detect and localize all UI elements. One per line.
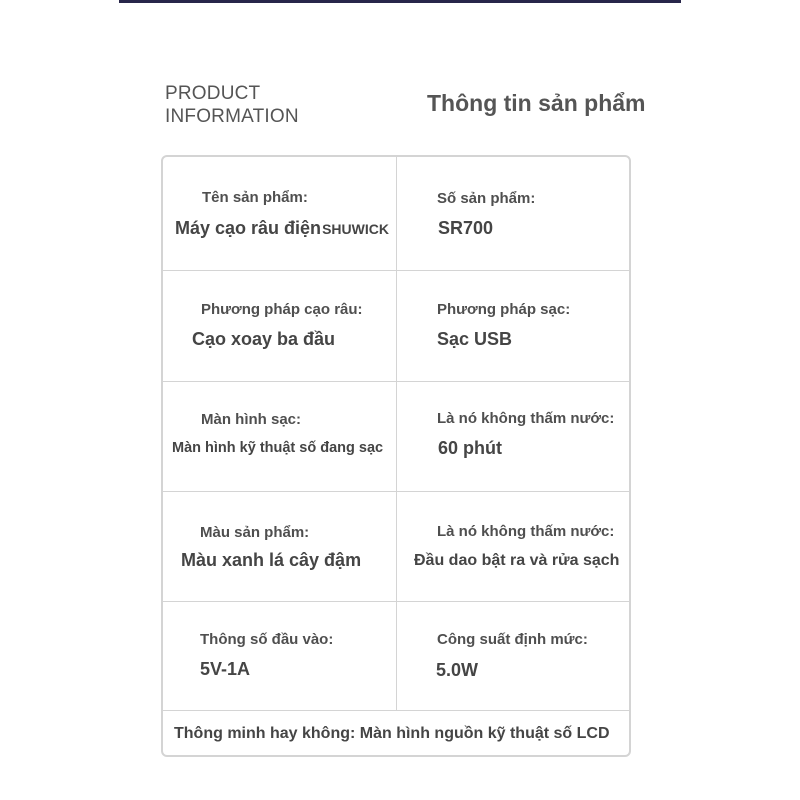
product-brand-text: SHUWICK xyxy=(322,221,389,237)
spec-cell-product-color xyxy=(163,492,397,602)
input-spec-value: 5V-1A xyxy=(200,659,251,679)
waterproof-2-label: Là nó không thấm nước: xyxy=(437,523,615,540)
charging-method-value: Sạc USB xyxy=(437,329,513,349)
top-accent-bar xyxy=(119,0,681,3)
charging-display-value: Màn hình kỹ thuật số đang sạc xyxy=(172,440,384,456)
spec-cell-charging-method xyxy=(397,271,629,382)
input-spec-label: Thông số đầu vào: xyxy=(200,631,334,648)
smart-feature-text: Thông minh hay không: Màn hình nguồn kỹ thuật số LCD xyxy=(174,725,610,742)
spec-cell-shaving-method xyxy=(163,271,397,382)
spec-cell-product-name xyxy=(163,157,397,271)
rated-power-value: 5.0W xyxy=(436,660,479,680)
section-title-english-line-2: INFORMATION xyxy=(165,106,299,127)
product-name-label: Tên sản phẩm: xyxy=(202,189,308,206)
spec-cell-product-number xyxy=(397,157,629,271)
product-number-value: SR700 xyxy=(438,218,494,238)
section-title-english xyxy=(165,82,299,128)
product-name-text: Máy cạo râu điện xyxy=(175,218,322,238)
product-number-label: Số sản phẩm: xyxy=(437,190,536,207)
spec-cell-rated-power xyxy=(397,602,629,711)
section-title-english-line-1: PRODUCT xyxy=(165,83,261,104)
charging-method-label: Phương pháp sạc: xyxy=(437,301,571,318)
charging-display-label: Màn hình sạc: xyxy=(201,411,302,428)
shaving-method-label: Phương pháp cạo râu: xyxy=(201,301,363,318)
shaving-method-value: Cạo xoay ba đầu xyxy=(192,329,336,349)
waterproof-2-value: Đầu dao bật ra và rửa sạch xyxy=(414,552,620,569)
spec-cell-smart-feature xyxy=(163,711,629,755)
spec-cell-waterproof-1 xyxy=(397,382,629,492)
section-title-vietnamese: Thông tin sản phẩm xyxy=(427,90,646,116)
rated-power-label: Công suất định mức: xyxy=(437,631,588,648)
product-name-value xyxy=(175,216,389,241)
spec-cell-input-spec xyxy=(163,602,397,711)
spec-cell-waterproof-2 xyxy=(397,492,629,602)
waterproof-1-label: Là nó không thấm nước: xyxy=(437,410,615,427)
product-color-value: Màu xanh lá cây đậm xyxy=(181,550,362,570)
product-spec-table xyxy=(161,155,631,757)
product-color-label: Màu sản phẩm: xyxy=(200,524,310,541)
waterproof-1-value: 60 phút xyxy=(438,438,503,458)
spec-cell-charging-display xyxy=(163,382,397,492)
